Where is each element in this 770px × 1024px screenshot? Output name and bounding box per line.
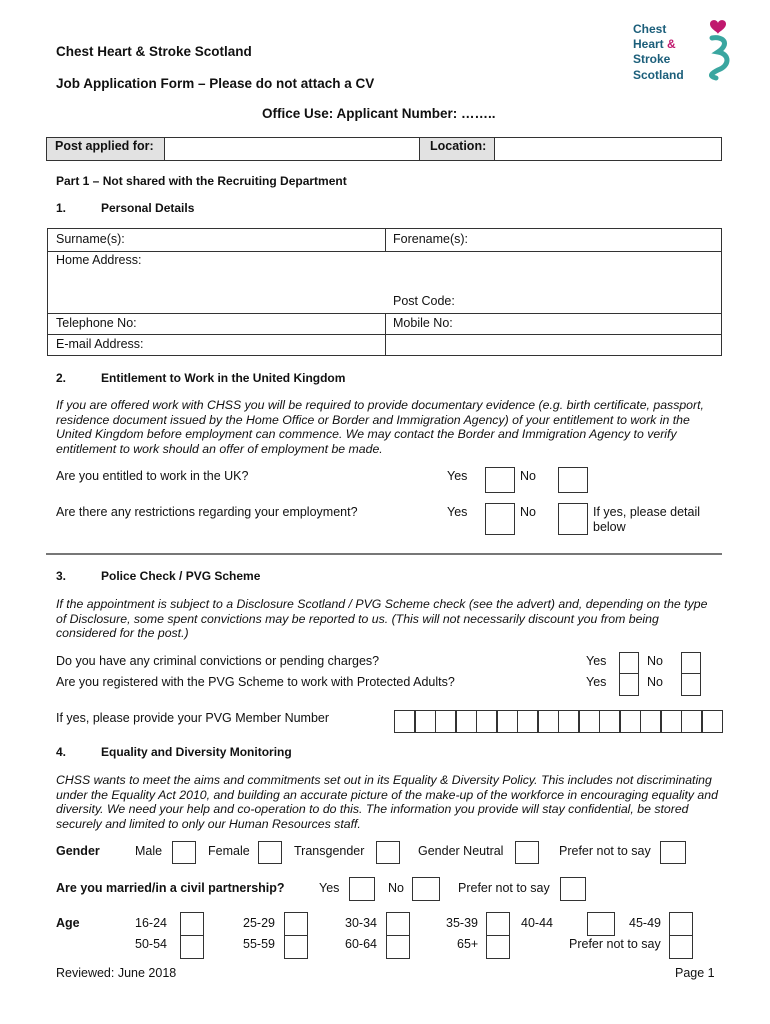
pvg-digit-box[interactable] (394, 710, 415, 733)
s1-title: Personal Details (101, 201, 195, 215)
married-opt-yes: Yes (319, 881, 340, 895)
post-code-field[interactable]: Post Code: (393, 294, 455, 308)
s2-number: 2. (56, 371, 67, 385)
logo-line-3: Stroke (633, 52, 671, 66)
pvg-digit-box[interactable] (681, 710, 702, 733)
post-applied-row (46, 137, 722, 161)
pvg-digit-box[interactable] (456, 710, 477, 733)
age-opt-30-34: 30-34 (345, 916, 377, 930)
s3-q2-no-checkbox[interactable] (681, 673, 701, 696)
pvg-digit-box[interactable] (579, 710, 600, 733)
post-applied-label: Post applied for: (47, 138, 165, 160)
age-label: Age (56, 916, 80, 930)
gender-label: Gender (56, 844, 100, 858)
s4-paragraph: CHSS wants to meet the aims and commitments set out in its Equality & Diversity Policy. This includes not discriminating under the Equality Act 2010, and building an accurate picture of the make-up of the workforce in encouraging equality and diversity. We need your help and co-operation to do this. The information you provide will stay confidential, be stored securely and limited to only our Human Resources staff. (56, 773, 718, 831)
pvg-number-label: If yes, please provide your PVG Member Number (56, 711, 330, 725)
personal-details-table (47, 228, 722, 356)
form-title: Job Application Form – Please do not attach a CV (56, 76, 375, 91)
s4-number: 4. (56, 745, 67, 759)
pvg-digit-box[interactable] (620, 710, 641, 733)
forename-field[interactable]: Forename(s): (393, 232, 469, 246)
s2-q2-no-checkbox[interactable] (558, 503, 588, 535)
gender-opt-male: Male (135, 844, 163, 858)
age-50-54-checkbox[interactable] (180, 935, 204, 959)
section-divider (46, 553, 722, 555)
age-25-29-checkbox[interactable] (284, 912, 308, 936)
gender-opt-neutral: Gender Neutral (418, 844, 504, 858)
age-opt-65-plus: 65+ (457, 937, 479, 951)
telephone-field[interactable]: Telephone No: (56, 316, 137, 330)
s3-q1-no-label: No (647, 654, 663, 668)
s3-title: Police Check / PVG Scheme (101, 569, 261, 583)
age-35-39-checkbox[interactable] (486, 912, 510, 936)
heart-swirl-icon (700, 18, 740, 88)
s3-q2-label: Are you registered with the PVG Scheme to work with Protected Adults? (56, 675, 455, 689)
age-16-24-checkbox[interactable] (180, 912, 204, 936)
page-number: Page 1 (675, 966, 715, 980)
pvg-digit-box[interactable] (517, 710, 538, 733)
s3-q2-yes-label: Yes (586, 675, 607, 689)
pvg-digit-box[interactable] (497, 710, 518, 733)
gender-opt-transgender: Transgender (294, 844, 365, 858)
office-use-label: Office Use: Applicant Number: …….. (262, 106, 496, 121)
pvg-digit-box[interactable] (538, 710, 559, 733)
age-60-64-checkbox[interactable] (386, 935, 410, 959)
gender-transgender-checkbox[interactable] (376, 841, 400, 864)
s3-q2-yes-checkbox[interactable] (619, 673, 639, 696)
age-opt-25-29: 25-29 (243, 916, 275, 930)
age-opt-50-54: 50-54 (135, 937, 167, 951)
logo-line-1: Chest (633, 22, 667, 36)
s3-q1-yes-label: Yes (586, 654, 607, 668)
org-name: Chest Heart & Stroke Scotland (56, 44, 252, 59)
s2-q1-no-label: No (520, 469, 536, 483)
married-yes-checkbox[interactable] (349, 877, 375, 901)
s2-q2-yes-label: Yes (447, 505, 468, 519)
s2-q1-label: Are you entitled to work in the UK? (56, 469, 249, 483)
married-opt-no: No (388, 881, 404, 895)
pvg-digit-box[interactable] (415, 710, 436, 733)
home-address-field[interactable]: Home Address: (56, 253, 142, 267)
gender-neutral-checkbox[interactable] (515, 841, 539, 864)
pvg-digit-box[interactable] (599, 710, 620, 733)
s2-q2-label: Are there any restrictions regarding your employment? (56, 505, 358, 519)
married-label: Are you married/in a civil partnership? (56, 881, 285, 895)
pvg-digit-box[interactable] (661, 710, 682, 733)
gender-prefer-not-checkbox[interactable] (660, 841, 686, 864)
age-opt-16-24: 16-24 (135, 916, 167, 930)
pvg-digit-box[interactable] (640, 710, 661, 733)
s2-q1-yes-label: Yes (447, 469, 468, 483)
pvg-digit-box[interactable] (702, 710, 723, 733)
age-40-44-checkbox[interactable] (587, 912, 615, 936)
gender-female-checkbox[interactable] (258, 841, 282, 864)
age-45-49-checkbox[interactable] (669, 912, 693, 936)
age-opt-35-39: 35-39 (446, 916, 478, 930)
s2-title: Entitlement to Work in the United Kingdom (101, 371, 346, 385)
s3-q1-label: Do you have any criminal convictions or pending charges? (56, 654, 380, 668)
age-65-plus-checkbox[interactable] (486, 935, 510, 959)
married-no-checkbox[interactable] (412, 877, 440, 901)
surname-field[interactable]: Surname(s): (56, 232, 125, 246)
age-opt-40-44: 40-44 (521, 916, 553, 930)
s2-q1-yes-checkbox[interactable] (485, 467, 515, 493)
mobile-field[interactable]: Mobile No: (393, 316, 453, 330)
pvg-digit-box[interactable] (558, 710, 579, 733)
age-opt-55-59: 55-59 (243, 937, 275, 951)
email-field[interactable]: E-mail Address: (56, 337, 144, 351)
reviewed-date: Reviewed: June 2018 (56, 966, 177, 980)
age-opt-45-49: 45-49 (629, 916, 661, 930)
post-applied-input[interactable] (165, 138, 419, 160)
location-input[interactable] (495, 138, 721, 160)
logo-line-2 (633, 37, 676, 51)
gender-opt-female: Female (208, 844, 250, 858)
age-55-59-checkbox[interactable] (284, 935, 308, 959)
gender-opt-prefer-not: Prefer not to say (559, 844, 651, 858)
s3-q2-no-label: No (647, 675, 663, 689)
married-opt-prefer-not: Prefer not to say (458, 881, 550, 895)
age-30-34-checkbox[interactable] (386, 912, 410, 936)
age-opt-60-64: 60-64 (345, 937, 377, 951)
s3-q1-yes-checkbox[interactable] (619, 652, 639, 674)
logo-ampersand: & (667, 37, 676, 51)
pvg-digit-box[interactable] (476, 710, 497, 733)
part1-heading: Part 1 – Not shared with the Recruiting Department (56, 174, 347, 188)
s2-paragraph: If you are offered work with CHSS you will be required to provide documentary evidence (e.g. birth certificate, passport, residence document issued by the Home Office or Border and Immigration Agency) of your entitlement to work in the United Kingdom before employment can commence. We may contact the Border and Immigration Agency to verify entitlement to work should an offer of employment be made. (56, 398, 704, 456)
logo-line-4: Scotland (633, 68, 684, 82)
s2-q2-no-label: No (520, 505, 536, 519)
s3-number: 3. (56, 569, 67, 583)
gender-male-checkbox[interactable] (172, 841, 196, 864)
s2-q2-yes-checkbox[interactable] (485, 503, 515, 535)
s2-q2-detail-note: If yes, please detail below (593, 505, 701, 534)
age-opt-prefer-not: Prefer not to say (569, 937, 661, 951)
logo-word-heart: Heart (633, 37, 664, 51)
chss-logo (630, 18, 740, 90)
s4-title: Equality and Diversity Monitoring (101, 745, 292, 759)
pvg-digit-box[interactable] (435, 710, 456, 733)
location-label: Location: (419, 138, 495, 160)
age-prefer-not-checkbox[interactable] (669, 935, 693, 959)
married-prefer-not-checkbox[interactable] (560, 877, 586, 901)
s3-q1-no-checkbox[interactable] (681, 652, 701, 674)
s1-number: 1. (56, 201, 67, 215)
s3-paragraph: If the appointment is subject to a Disclosure Scotland / PVG Scheme check (see the advert) and, depending on the type of Disclosure, some spent convictions may be reported to us. (This will not necessarily discount you from being considered for the post.) (56, 597, 708, 640)
s2-q1-no-checkbox[interactable] (558, 467, 588, 493)
